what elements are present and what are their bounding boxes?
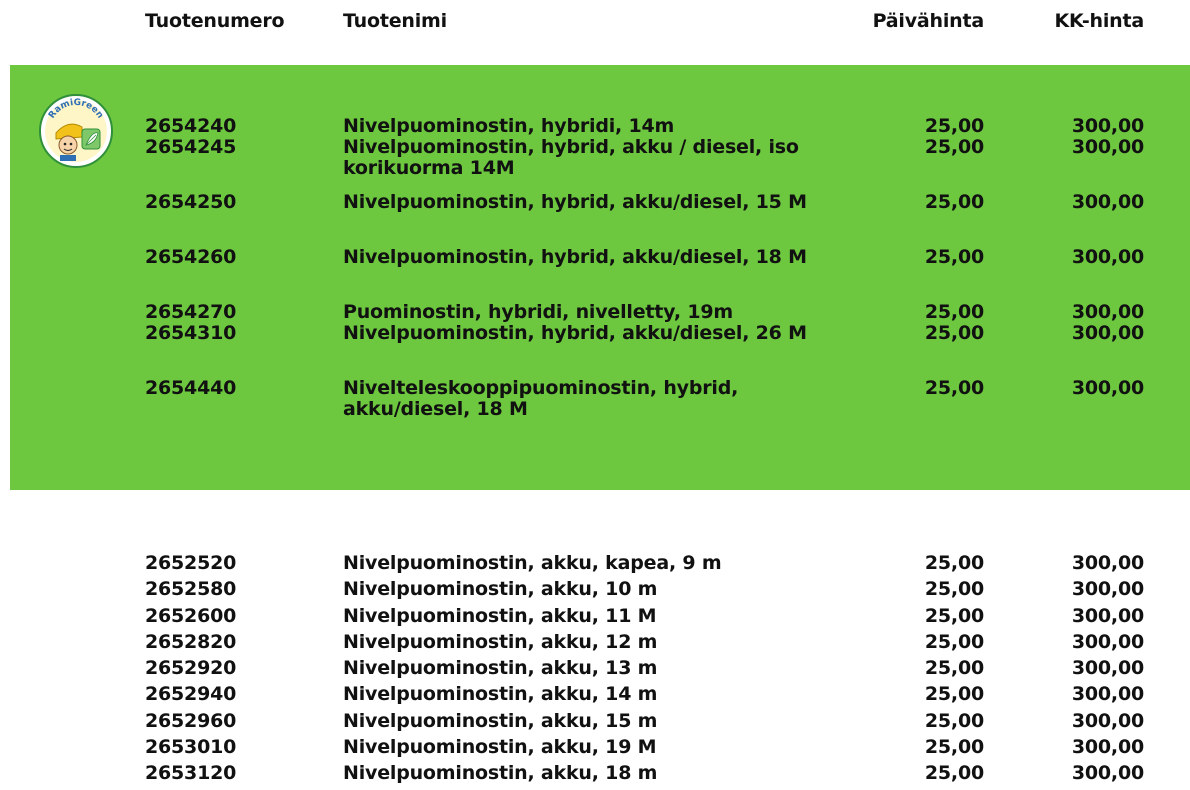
product-name: Nivelpuominostin, hybrid, akku/diesel, 15 M — [343, 191, 807, 213]
month-price: 300,00 — [1071, 683, 1144, 706]
product-number: 2652600 — [145, 604, 237, 627]
month-price: 300,00 — [1071, 322, 1144, 344]
table-row — [0, 378, 1190, 434]
product-name: Nivelpuominostin, akku, 19 M — [343, 736, 657, 759]
product-number: 2652960 — [145, 709, 237, 732]
header-product-name: Tuotenimi — [343, 10, 447, 32]
product-name: Nivelpuominostin, akku, 12 m — [343, 630, 658, 653]
day-price: 25,00 — [924, 578, 984, 601]
day-price: 25,00 — [924, 246, 984, 268]
product-number: 2652580 — [145, 578, 237, 601]
product-number: 2653120 — [145, 762, 237, 785]
month-price: 300,00 — [1071, 657, 1144, 680]
day-price: 25,00 — [924, 683, 984, 706]
month-price: 300,00 — [1071, 578, 1144, 601]
product-number: 2654440 — [145, 377, 237, 399]
product-name: Nivelpuominostin, akku, 13 m — [343, 657, 658, 680]
table-row — [0, 137, 1190, 192]
day-price: 25,00 — [924, 709, 984, 732]
day-price: 25,00 — [924, 301, 984, 323]
battery-product-list — [0, 553, 1190, 790]
product-name: Nivelpuominostin, hybridi, 14m — [343, 115, 675, 137]
product-number: 2652940 — [145, 683, 237, 706]
product-name: Nivelpuominostin, hybrid, akku/diesel, 18 M — [343, 246, 807, 268]
table-row — [0, 116, 1190, 137]
month-price: 300,00 — [1071, 246, 1144, 268]
table-row — [0, 302, 1190, 323]
table-row — [0, 763, 1190, 789]
table-row — [0, 658, 1190, 684]
product-name: Nivelpuominostin, akku, 18 m — [343, 762, 658, 785]
product-name: Nivelpuominostin, akku, 11 M — [343, 604, 657, 627]
day-price: 25,00 — [924, 377, 984, 399]
product-number: 2652820 — [145, 630, 237, 653]
product-name: Nivelpuominostin, akku, 10 m — [343, 578, 658, 601]
product-name: Nivelpuominostin, akku, 15 m — [343, 709, 658, 732]
product-name: Nivelpuominostin, akku, kapea, 9 m — [343, 552, 722, 574]
product-number: 2654310 — [145, 322, 237, 344]
table-row — [0, 632, 1190, 658]
month-price: 300,00 — [1071, 604, 1144, 627]
month-price: 300,00 — [1071, 552, 1144, 574]
product-name: Nivelteleskooppipuominostin, hybrid, akku/diesel, 18 M — [343, 377, 739, 420]
month-price: 300,00 — [1071, 762, 1144, 785]
product-number: 2653010 — [145, 736, 237, 759]
month-price: 300,00 — [1071, 630, 1144, 653]
table-row — [0, 579, 1190, 605]
header-day-price: Päivähinta — [872, 10, 984, 32]
product-name: Nivelpuominostin, hybrid, akku/diesel, 26 M — [343, 322, 807, 344]
table-row — [0, 606, 1190, 632]
product-number: 2654240 — [145, 115, 237, 137]
day-price: 25,00 — [924, 115, 984, 137]
table-row — [0, 684, 1190, 710]
day-price: 25,00 — [924, 604, 984, 627]
day-price: 25,00 — [924, 136, 984, 158]
month-price: 300,00 — [1071, 115, 1144, 137]
table-row — [0, 711, 1190, 737]
logo-text: RamiGreen — [47, 97, 105, 121]
month-price: 300,00 — [1071, 377, 1144, 399]
product-number: 2654250 — [145, 191, 237, 213]
month-price: 300,00 — [1071, 736, 1144, 759]
product-name: Puominostin, hybridi, nivelletty, 19m — [343, 301, 733, 323]
day-price: 25,00 — [924, 630, 984, 653]
day-price: 25,00 — [924, 657, 984, 680]
product-number: 2652520 — [145, 552, 237, 574]
month-price: 300,00 — [1071, 136, 1144, 158]
day-price: 25,00 — [924, 736, 984, 759]
hybrid-product-list — [0, 116, 1190, 434]
product-name: Nivelpuominostin, hybrid, akku / diesel, iso korikuorma 14M — [343, 136, 799, 179]
day-price: 25,00 — [924, 322, 984, 344]
product-number: 2654245 — [145, 136, 237, 158]
header-product-number: Tuotenumero — [145, 10, 285, 32]
product-number: 2654270 — [145, 301, 237, 323]
day-price: 25,00 — [924, 552, 984, 574]
product-number: 2654260 — [145, 246, 237, 268]
product-name: Nivelpuominostin, akku, 14 m — [343, 683, 658, 706]
month-price: 300,00 — [1071, 191, 1144, 213]
table-header — [0, 10, 1190, 40]
month-price: 300,00 — [1071, 301, 1144, 323]
table-row — [0, 553, 1190, 579]
product-number: 2652920 — [145, 657, 237, 680]
table-row — [0, 737, 1190, 763]
month-price: 300,00 — [1071, 709, 1144, 732]
table-row — [0, 323, 1190, 378]
day-price: 25,00 — [924, 191, 984, 213]
header-month-price: KK-hinta — [1054, 10, 1144, 32]
table-row — [0, 247, 1190, 302]
day-price: 25,00 — [924, 762, 984, 785]
table-row — [0, 192, 1190, 247]
